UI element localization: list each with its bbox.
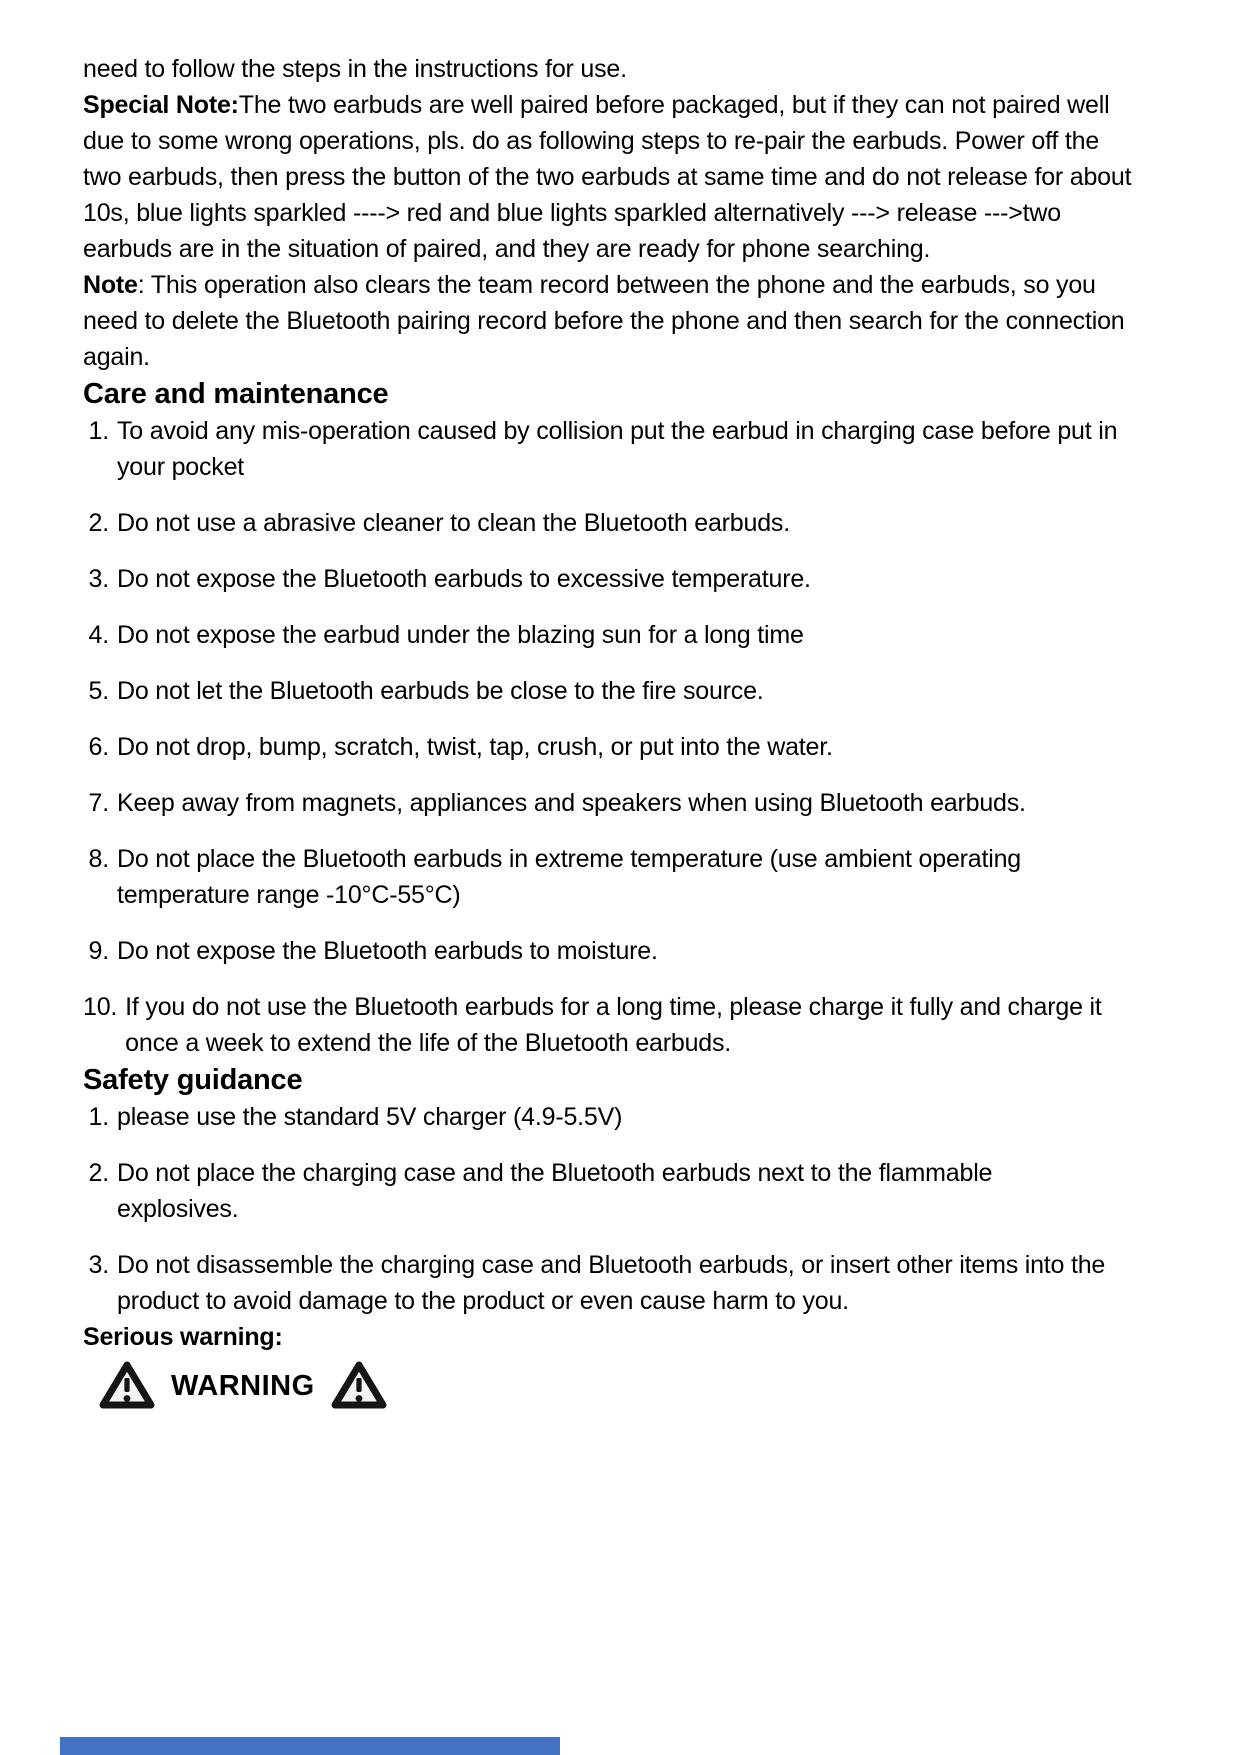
warning-triangle-icon xyxy=(331,1360,387,1412)
list-item xyxy=(83,989,1165,1061)
list-text: Do not expose the Bluetooth earbuds to excessive temperature. xyxy=(117,565,811,593)
note-text: : This operation also clears the team record between the phone and the earbuds, so you need to delete the Bluetooth pairing record before the phone and then search for the connection again. xyxy=(83,271,1125,371)
list-text: Do not let the Bluetooth earbuds be close to the fire source. xyxy=(117,677,764,705)
list-item xyxy=(83,729,1165,765)
list-number: 3. xyxy=(88,1251,109,1279)
serious-warning-label: Serious warning: xyxy=(83,1323,283,1351)
list-number: 2. xyxy=(88,509,109,537)
list-item xyxy=(83,1155,1165,1227)
list-item xyxy=(83,505,1165,541)
list-item xyxy=(83,785,1165,821)
list-text: To avoid any mis-operation caused by collision put the earbud in charging case before put in your pocket xyxy=(117,417,1118,481)
list-number: 1. xyxy=(88,417,109,445)
care-list xyxy=(83,413,1165,1061)
list-text: Do not disassemble the charging case and Bluetooth earbuds, or insert other items into the product to avoid damage to the product or even cause harm to you. xyxy=(117,1251,1106,1315)
safety-list xyxy=(83,1099,1165,1319)
special-note-text: The two earbuds are well paired before packaged, but if they can not paired well due to some wrong operations, pls. do as following steps to re-pair the earbuds. Power off the two earbuds, then press the button of the two earbuds at same time and do not release for about 10s, blue lights sparkled ----> red and blue lights sparkled alternatively ---> release --->two earbuds are in the situation of paired, and they are ready for phone searching. xyxy=(83,91,1132,263)
list-text: Do not expose the Bluetooth earbuds to moisture. xyxy=(117,937,658,965)
list-number: 5. xyxy=(88,677,109,705)
list-number: 6. xyxy=(88,733,109,761)
note-paragraph xyxy=(83,267,1138,375)
list-text: Keep away from magnets, appliances and speakers when using Bluetooth earbuds. xyxy=(117,789,1026,817)
list-number: 4. xyxy=(88,621,109,649)
list-item xyxy=(83,673,1165,709)
list-item xyxy=(83,933,1165,969)
list-text: If you do not use the Bluetooth earbuds for a long time, please charge it fully and charge it once a week to extend the life of the Bluetooth earbuds. xyxy=(125,993,1102,1057)
warning-row xyxy=(99,1359,1165,1413)
special-note-paragraph xyxy=(83,87,1138,267)
list-item xyxy=(83,841,1165,913)
special-note-label: Special Note: xyxy=(83,91,239,119)
list-item xyxy=(83,617,1165,653)
safety-guidance-heading: Safety guidance xyxy=(83,1064,303,1096)
list-item xyxy=(83,1099,1165,1135)
list-text: Do not drop, bump, scratch, twist, tap, crush, or put into the water. xyxy=(117,733,833,761)
care-and-maintenance-heading: Care and maintenance xyxy=(83,378,389,410)
list-item xyxy=(83,413,1165,485)
list-item xyxy=(83,1247,1165,1319)
list-text: Do not expose the earbud under the blazing sun for a long time xyxy=(117,621,804,649)
list-number: 3. xyxy=(88,565,109,593)
list-text: Do not place the charging case and the Bluetooth earbuds next to the flammable explosives. xyxy=(117,1159,993,1223)
list-number: 7. xyxy=(88,789,109,817)
list-text: Do not use a abrasive cleaner to clean the Bluetooth earbuds. xyxy=(117,509,790,537)
list-number: 10. xyxy=(83,993,118,1021)
warning-text: WARNING xyxy=(171,1370,315,1402)
note-label: Note xyxy=(83,271,138,299)
bottom-blue-bar xyxy=(60,1737,560,1755)
list-number: 1. xyxy=(88,1103,109,1131)
intro-paragraph: need to follow the steps in the instructions for use. xyxy=(83,55,627,83)
list-number: 2. xyxy=(88,1159,109,1187)
list-text: please use the standard 5V charger (4.9-5.5V) xyxy=(117,1103,623,1131)
list-item xyxy=(83,561,1165,597)
list-number: 9. xyxy=(88,937,109,965)
list-number: 8. xyxy=(88,845,109,873)
list-text: Do not place the Bluetooth earbuds in extreme temperature (use ambient operating temperature range -10°C-55°C) xyxy=(117,845,1021,909)
warning-triangle-icon xyxy=(99,1360,155,1412)
